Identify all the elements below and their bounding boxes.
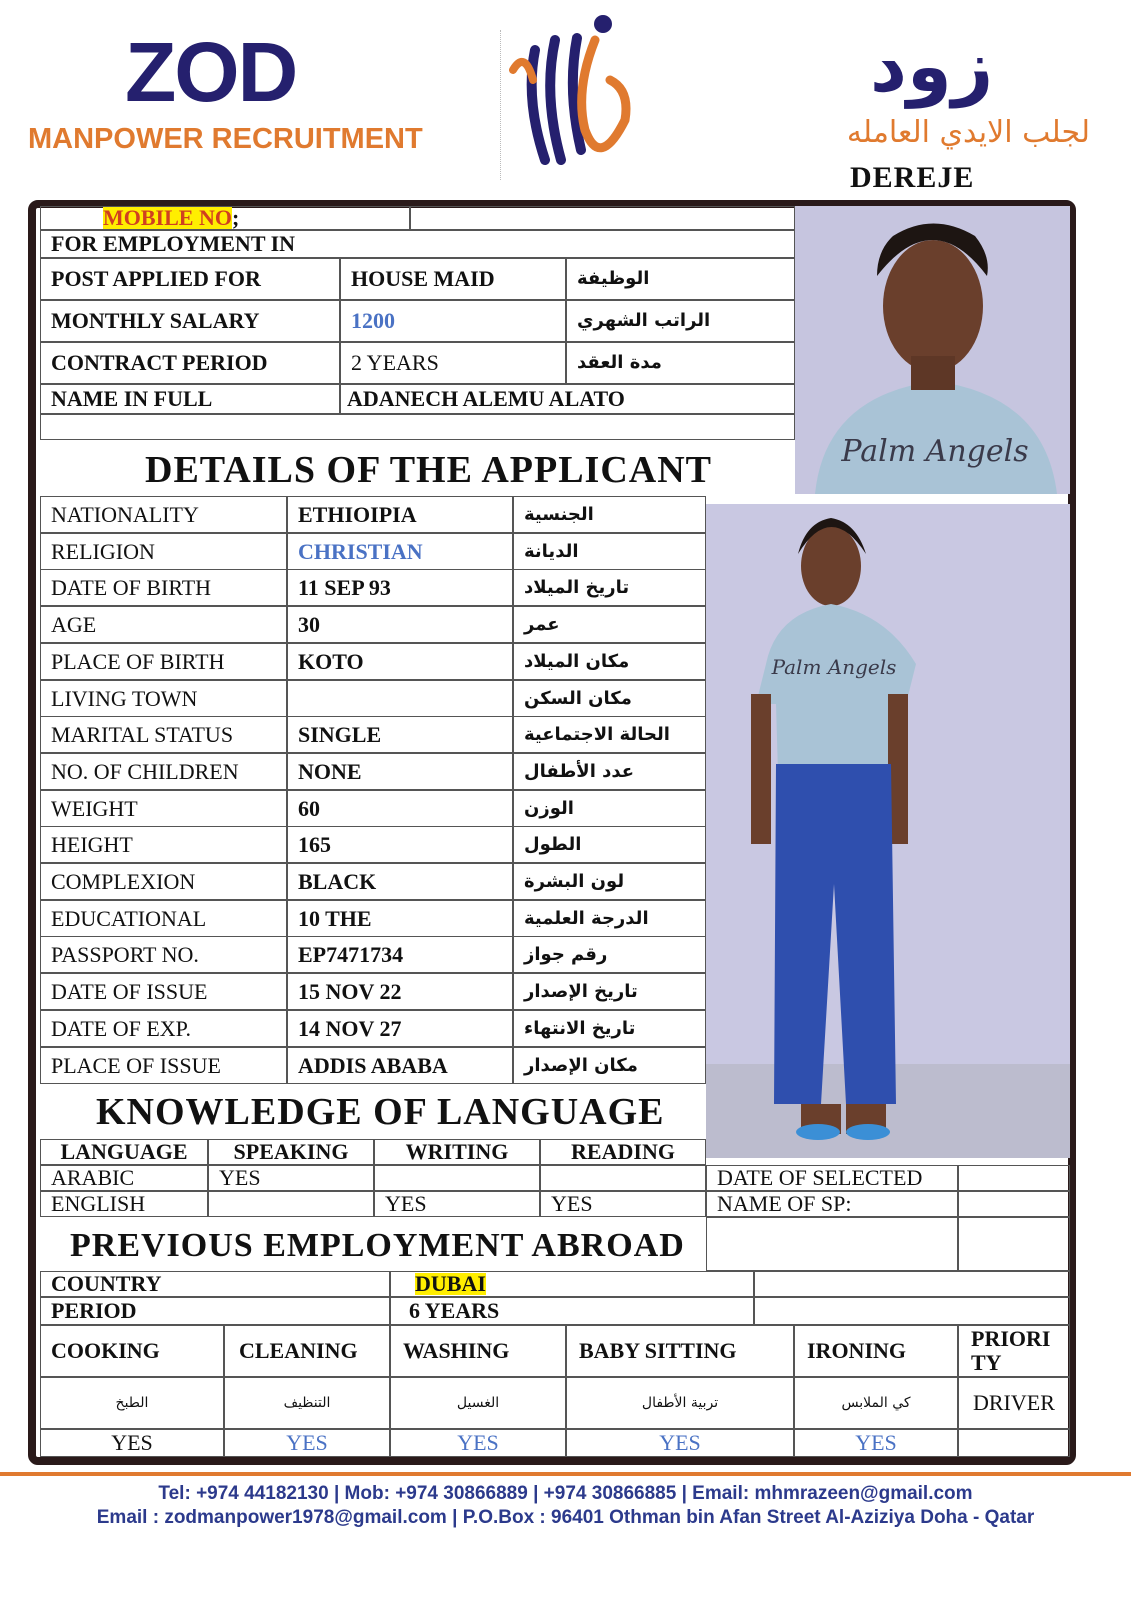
lang-header-reading: READING (540, 1139, 706, 1165)
country-value-cell (390, 1271, 754, 1297)
lang-english-speaking (208, 1191, 374, 1217)
detail-arabic-label: الديانة (513, 533, 706, 570)
priority-value-blank (958, 1429, 1070, 1457)
detail-value: 15 NOV 22 (287, 973, 513, 1010)
lang-header-speaking: SPEAKING (208, 1139, 374, 1165)
salary-value: 1200 (340, 300, 566, 342)
detail-arabic-label: عمر (513, 606, 706, 643)
period-blank (754, 1297, 1070, 1325)
detail-value: 14 NOV 27 (287, 1010, 513, 1047)
detail-arabic-label: الوزن (513, 790, 706, 827)
details-title: DETAILS OF THE APPLICANT (145, 449, 713, 491)
detail-arabic-label: لون البشرة (513, 863, 706, 900)
priority-label-1: PRIORI (971, 1326, 1051, 1351)
agent-name: DEREJE (850, 161, 975, 194)
skill-ar-ironing: كي الملابس (794, 1377, 958, 1429)
detail-value: 11 SEP 93 (287, 569, 513, 606)
detail-label: HEIGHT (40, 826, 287, 863)
detail-arabic-label: الطول (513, 826, 706, 863)
name-label: NAME IN FULL (40, 384, 340, 414)
skill-value-ironing: YES (794, 1429, 958, 1457)
name-value: ADANECH ALEMU ALATO (340, 384, 795, 414)
detail-value: 165 (287, 826, 513, 863)
salary-label: MONTHLY SALARY (40, 300, 340, 342)
brand-arabic-subtitle: لجلب الايدي العامله (846, 115, 1090, 150)
post-label: POST APPLIED FOR (40, 258, 340, 300)
svg-text:Palm Angels: Palm Angels (841, 434, 1029, 469)
detail-label: NO. OF CHILDREN (40, 753, 287, 790)
detail-arabic-label: مكان الإصدار (513, 1047, 706, 1084)
skill-ar-baby-sitting: تربية الأطفال (566, 1377, 794, 1429)
contract-value: 2 YEARS (340, 342, 566, 384)
detail-label: EDUCATIONAL (40, 900, 287, 937)
priority-header (958, 1325, 1070, 1377)
footer-contact-line-1: Tel: +974 44182130 | Mob: +974 30866889 | +974 30866885 | Email: mhmrazeen@gmail.com (158, 1483, 973, 1504)
brand-subtitle: MANPOWER RECRUITMENT (28, 123, 423, 155)
svg-text:Palm Angels: Palm Angels (771, 655, 897, 679)
detail-value: CHRISTIAN (287, 533, 513, 570)
lang-header-writing: WRITING (374, 1139, 540, 1165)
skill-value-cooking: YES (40, 1429, 224, 1457)
mobile-value-cell (410, 206, 795, 230)
detail-arabic-label: تاريخ الإصدار (513, 973, 706, 1010)
mobile-label-cell (40, 206, 410, 230)
detail-arabic-label: تاريخ الميلاد (513, 569, 706, 606)
detail-value: ADDIS ABABA (287, 1047, 513, 1084)
detail-arabic-label: الحالة الاجتماعية (513, 716, 706, 753)
period-label: PERIOD (40, 1297, 390, 1325)
lang-english: ENGLISH (40, 1191, 208, 1217)
zod-logo-icon (505, 10, 635, 180)
detail-arabic-label: مكان الميلاد (513, 643, 706, 680)
sp-blank (706, 1217, 958, 1271)
detail-label: PLACE OF ISSUE (40, 1047, 287, 1084)
brand-logo-text: ZOD (125, 25, 297, 119)
detail-value (287, 680, 513, 717)
detail-label: LIVING TOWN (40, 680, 287, 717)
detail-label: AGE (40, 606, 287, 643)
mobile-suffix: ; (231, 206, 240, 230)
footer-divider (0, 1472, 1131, 1476)
skill-cleaning: CLEANING (224, 1325, 390, 1377)
country-label: COUNTRY (40, 1271, 390, 1297)
country-blank (754, 1271, 1070, 1297)
skill-ar-washing: الغسيل (390, 1377, 566, 1429)
detail-arabic-label: مكان السكن (513, 680, 706, 717)
detail-value: SINGLE (287, 716, 513, 753)
detail-label: RELIGION (40, 533, 287, 570)
language-title: KNOWLEDGE OF LANGUAGE (96, 1091, 665, 1133)
blank-row (40, 414, 795, 440)
header-divider (500, 30, 501, 180)
employment-label: FOR EMPLOYMENT IN (40, 230, 795, 258)
skill-value-washing: YES (390, 1429, 566, 1457)
date-selected-value (958, 1165, 1070, 1191)
detail-label: PLACE OF BIRTH (40, 643, 287, 680)
detail-value: EP7471734 (287, 936, 513, 973)
detail-value: 60 (287, 790, 513, 827)
sp-blank-2 (958, 1217, 1070, 1271)
skill-ar-cleaning: التنظيف (224, 1377, 390, 1429)
detail-value: 30 (287, 606, 513, 643)
salary-ar: الراتب الشهري (566, 300, 795, 342)
lang-arabic-speaking: YES (208, 1165, 374, 1191)
detail-arabic-label: عدد الأطفال (513, 753, 706, 790)
sp-name-value (958, 1191, 1070, 1217)
detail-value: 10 THE (287, 900, 513, 937)
skill-ar-cooking: الطبخ (40, 1377, 224, 1429)
detail-label: DATE OF EXP. (40, 1010, 287, 1047)
detail-label: DATE OF ISSUE (40, 973, 287, 1010)
detail-arabic-label: رقم جواز (513, 936, 706, 973)
skill-washing: WASHING (390, 1325, 566, 1377)
lang-arabic-writing (374, 1165, 540, 1191)
detail-label: COMPLEXION (40, 863, 287, 900)
detail-value: BLACK (287, 863, 513, 900)
post-ar: الوظيفة (566, 258, 795, 300)
brand-arabic-logo: زود (870, 24, 994, 108)
date-selected-label: DATE OF SELECTED (706, 1165, 958, 1191)
detail-value: KOTO (287, 643, 513, 680)
footer-contact-line-2: Email : zodmanpower1978@gmail.com | P.O.Box : 96401 Othman bin Afan Street Al-Aziziya Doha - Qatar (96, 1507, 1035, 1528)
lang-arabic: ARABIC (40, 1165, 208, 1191)
lang-arabic-reading (540, 1165, 706, 1191)
lang-english-reading: YES (540, 1191, 706, 1217)
lang-header-language: LANGUAGE (40, 1139, 208, 1165)
skill-value-cleaning: YES (224, 1429, 390, 1457)
post-value: HOUSE MAID (340, 258, 566, 300)
sp-name-label: NAME OF SP: (706, 1191, 958, 1217)
skill-ironing: IRONING (794, 1325, 958, 1377)
period-value: 6 YEARS (390, 1297, 754, 1325)
detail-label: WEIGHT (40, 790, 287, 827)
detail-label: DATE OF BIRTH (40, 569, 287, 606)
contract-label: CONTRACT PERIOD (40, 342, 340, 384)
skill-baby-sitting: BABY SITTING (566, 1325, 794, 1377)
detail-label: PASSPORT NO. (40, 936, 287, 973)
detail-arabic-label: تاريخ الانتهاء (513, 1010, 706, 1047)
skill-value-baby-sitting: YES (566, 1429, 794, 1457)
previous-title: PREVIOUS EMPLOYMENT ABROAD (70, 1227, 685, 1264)
priority-label-2: TY (971, 1350, 1002, 1375)
applicant-portrait-photo (795, 206, 1070, 494)
mobile-label: MOBILE NO (103, 206, 232, 230)
skill-cooking: COOKING (40, 1325, 224, 1377)
country-value: DUBAI (415, 1271, 486, 1296)
detail-value: ETHIOIPIA (287, 496, 513, 533)
applicant-full-photo (706, 504, 1070, 1158)
contract-ar: مدة العقد (566, 342, 795, 384)
detail-arabic-label: الجنسية (513, 496, 706, 533)
detail-label: MARITAL STATUS (40, 716, 287, 753)
detail-value: NONE (287, 753, 513, 790)
lang-english-writing: YES (374, 1191, 540, 1217)
priority-value: DRIVER (958, 1377, 1070, 1429)
detail-arabic-label: الدرجة العلمية (513, 900, 706, 937)
detail-label: NATIONALITY (40, 496, 287, 533)
